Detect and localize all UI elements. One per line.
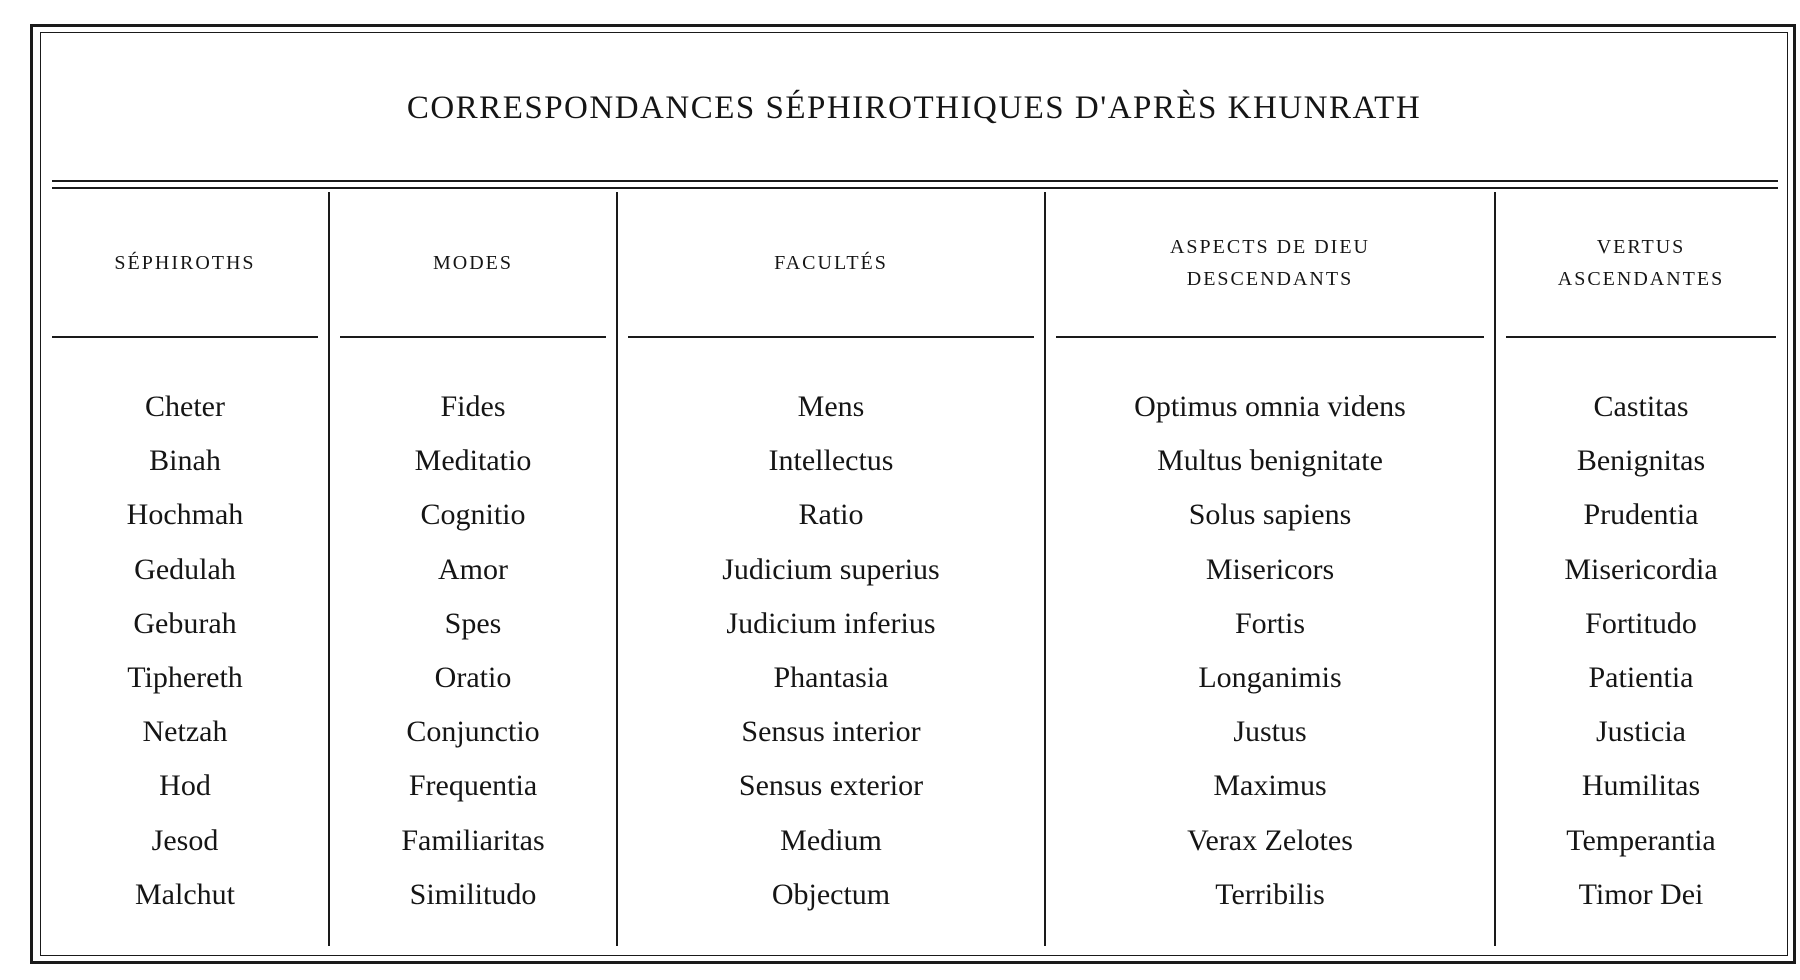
list-item: Hod (159, 769, 211, 803)
column-header-line: SÉPHIROTHS (114, 252, 256, 274)
list-item: Prudentia (1583, 498, 1699, 532)
title-rule-top (52, 180, 1778, 182)
list-item: Jesod (151, 823, 219, 857)
list-item: Tiphereth (127, 661, 243, 695)
column-values (42, 380, 328, 922)
column-header-line: VERTUS (1596, 236, 1686, 258)
list-item: Fortis (1234, 606, 1306, 640)
column-values (618, 380, 1044, 922)
column-values (330, 380, 616, 922)
column-modes (330, 192, 616, 946)
list-item: Justicia (1596, 715, 1686, 749)
header-rule (52, 336, 318, 338)
column-header (42, 192, 328, 334)
list-item: Phantasia (773, 661, 889, 695)
list-item: Mens (797, 390, 865, 423)
column-header (330, 192, 616, 334)
list-item: Hochmah (126, 498, 244, 532)
list-item: Meditatio (414, 444, 532, 478)
header-rule (1506, 336, 1776, 338)
list-item: Misericors (1205, 552, 1335, 586)
column-header (618, 192, 1044, 334)
title-rule-bottom (52, 187, 1778, 189)
list-item: Objectum (771, 877, 891, 911)
column-header-line: MODES (432, 252, 513, 274)
list-item: Castitas (1593, 390, 1689, 423)
list-item: Judicium superius (722, 552, 940, 586)
list-item: Optimus omnia videns (1134, 390, 1406, 423)
list-item: Similitudo (409, 877, 537, 911)
list-item: Patientia (1588, 661, 1694, 695)
column-header-line: ASCENDANTES (1557, 268, 1725, 290)
list-item: Maximus (1213, 769, 1327, 803)
list-item: Ratio (798, 498, 864, 532)
list-item: Misericordia (1564, 552, 1718, 586)
list-item: Amor (438, 552, 508, 586)
column-header (1046, 192, 1494, 334)
list-item: Fortitudo (1585, 606, 1697, 640)
list-item: Humilitas (1581, 769, 1701, 803)
list-item: Terribilis (1215, 877, 1325, 911)
list-item: Fides (440, 390, 506, 423)
table-title: CORRESPONDANCES SÉPHIROTHIQUES D'APRÈS KHUNRATH (406, 90, 1422, 126)
column-header (1496, 192, 1786, 334)
list-item: Familiaritas (401, 823, 545, 857)
list-item: Geburah (133, 606, 237, 640)
list-item: Oratio (434, 661, 512, 695)
column-vertus (1496, 192, 1786, 946)
list-item: Sensus exterior (738, 769, 924, 803)
list-item: Justus (1233, 715, 1307, 749)
list-item: Medium (780, 823, 882, 857)
list-item: Intellectus (768, 444, 894, 478)
list-item: Judicium inferius (726, 606, 936, 640)
list-item: Gedulah (134, 552, 236, 586)
list-item: Benignitas (1576, 444, 1706, 478)
list-item: Netzah (142, 715, 228, 749)
list-item: Verax Zelotes (1187, 823, 1353, 857)
list-item: Timor Dei (1578, 877, 1704, 911)
list-item: Temperantia (1566, 823, 1716, 857)
column-facultes (618, 192, 1044, 946)
column-values (1046, 380, 1494, 922)
column-header-line: ASPECTS DE DIEU (1169, 236, 1370, 258)
list-item: Frequentia (408, 769, 538, 803)
list-item: Cognitio (420, 498, 526, 532)
list-item: Cheter (145, 390, 225, 423)
list-item: Malchut (135, 877, 235, 911)
list-item: Solus sapiens (1188, 498, 1352, 532)
column-values (1496, 380, 1786, 922)
column-aspects-de-dieu (1046, 192, 1494, 946)
column-header-line: FACULTÉS (774, 252, 888, 274)
list-item: Conjunctio (406, 715, 540, 749)
header-rule (628, 336, 1034, 338)
header-rule (1056, 336, 1484, 338)
header-rule (340, 336, 606, 338)
list-item: Binah (149, 444, 221, 478)
list-item: Sensus interior (741, 715, 921, 749)
list-item: Multus benignitate (1157, 444, 1383, 478)
list-item: Spes (444, 606, 502, 640)
column-header-line: DESCENDANTS (1186, 268, 1354, 290)
column-sephiroths (42, 192, 328, 946)
list-item: Longanimis (1198, 661, 1342, 695)
